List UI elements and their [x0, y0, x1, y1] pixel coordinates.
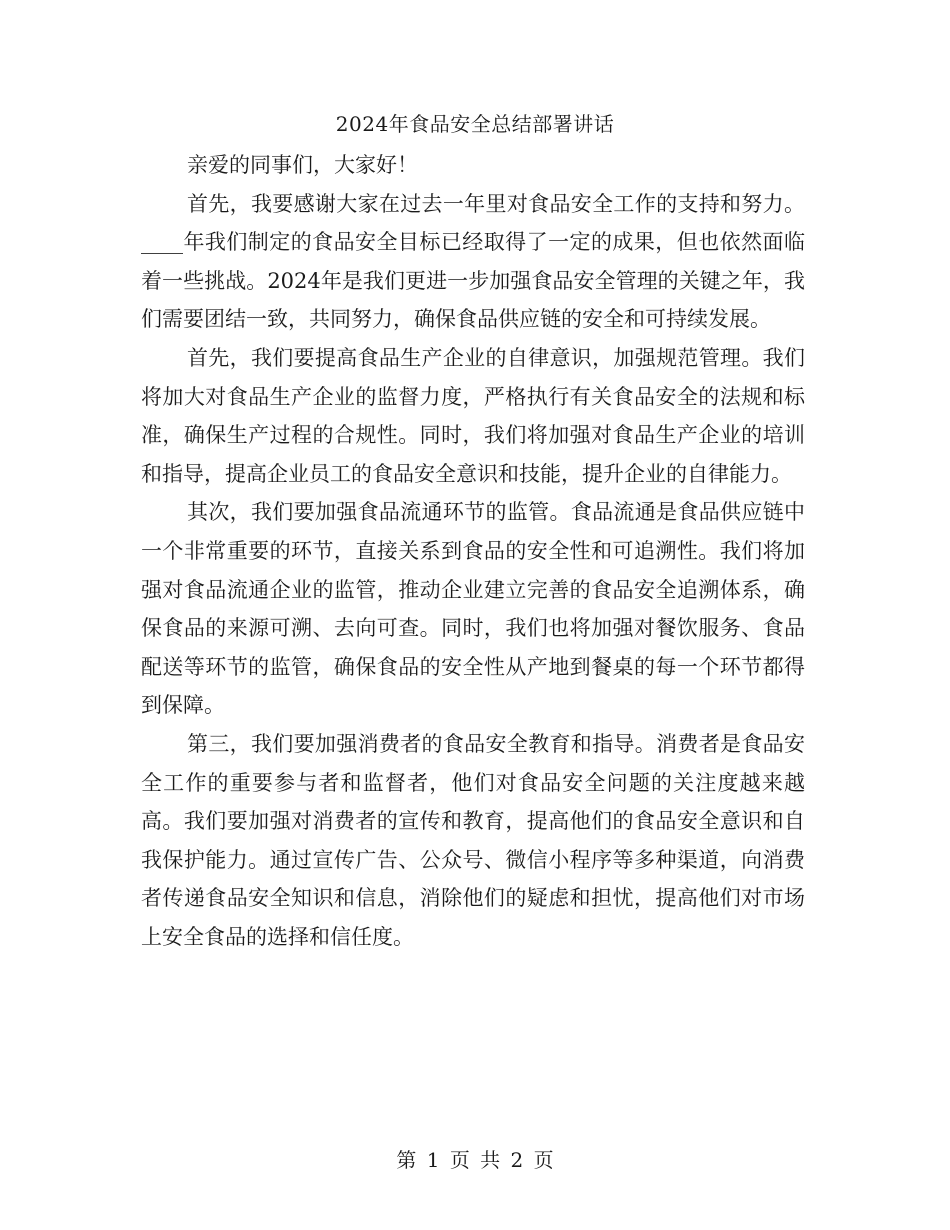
intro-paragraph: 首先，我要感谢大家在过去一年里对食品安全工作的支持和努力。____年我们制定的食品安全目标已经取得了一定的成果，但也依然面临着一些挑战。2024年是我们更进一步加强食品安全管理的关键之年，我们需要团结一致，共同努力，确保食品供应链的安全和可持续发展。: [141, 191, 805, 332]
production-paragraph: 首先，我们要提高食品生产企业的自律意识，加强规范管理。我们将加大对食品生产企业的监督力度，严格执行有关食品安全的法规和标准，确保生产过程的合规性。同时，我们将加强对食品生产企业的培训和指导，提高企业员工的食品安全意识和技能，提升企业的自律能力。: [141, 345, 805, 486]
page-number-footer: 第 1 页 共 2 页: [396, 1148, 554, 1172]
consumer-education-paragraph: 第三，我们要加强消费者的食品安全教育和指导。消费者是食品安全工作的重要参与者和监督者，他们对食品安全问题的关注度越来越高。我们要加强对消费者的宣传和教育，提高他们的食品安全意识和自我保护能力。通过宣传广告、公众号、微信小程序等多种渠道，向消费者传递食品安全知识和信息，消除他们的疑虑和担忧，提高他们对市场上安全食品的选择和信任度。: [141, 731, 805, 949]
distribution-paragraph: 其次，我们要加强食品流通环节的监管。食品流通是食品供应链中一个非常重要的环节，直接关系到食品的安全性和可追溯性。我们将加强对食品流通企业的监管，推动企业建立完善的食品安全追溯体系，确保食品的来源可溯、去向可查。同时，我们也将加强对餐饮服务、食品配送等环节的监管，确保食品的安全性从产地到餐桌的每一个环节都得到保障。: [141, 500, 805, 718]
greeting-paragraph: 亲爱的同事们，大家好！: [187, 153, 418, 177]
document-body: [141, 146, 805, 956]
document-title: 2024年食品安全总结部署讲话: [335, 112, 615, 136]
